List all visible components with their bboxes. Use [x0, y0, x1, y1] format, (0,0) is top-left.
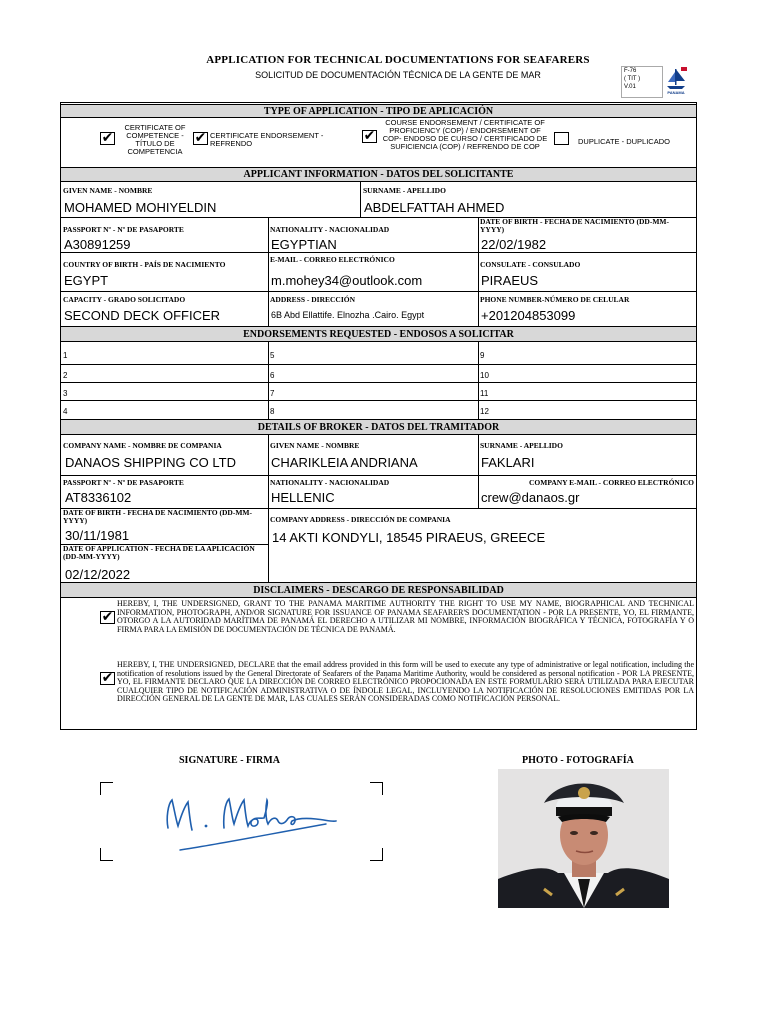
address-value[interactable]: 6B Abd Ellattife. Elnozha .Cairo. Egypt [271, 310, 425, 320]
disclaimers-heading: DISCLAIMERS - DESCARGO DE RESPONSABILIDAD [61, 582, 696, 598]
form-code-line: ( TIT ) [624, 76, 641, 82]
disclaimer-1-checkbox[interactable]: ✔ [101, 609, 114, 625]
passport-label: PASSPORT Nº - Nº DE PASAPORTE [63, 225, 184, 234]
passport-value[interactable]: A30891259 [64, 237, 131, 252]
form-code [621, 66, 663, 98]
endorsement-number: 6 [270, 371, 275, 380]
broker-passport-value[interactable]: AT8336102 [65, 490, 132, 505]
application-date-label: DATE OF APPLICATION - FECHA DE LA APLICACIÓN (DD-MM-YYYY) [63, 544, 255, 561]
broker-address-label: COMPANY ADDRESS - DIRECCIÓN DE COMPANIA [270, 515, 451, 524]
endorsement-number: 2 [63, 371, 68, 380]
applicant-heading: APPLICANT INFORMATION - DATOS DEL SOLICITANTE [61, 167, 696, 182]
endorsement-number: 4 [63, 407, 68, 416]
applicant-photo [498, 769, 669, 908]
endorsement-number: 3 [63, 389, 68, 398]
form-code-line: F-76 [624, 68, 637, 74]
email-value[interactable]: m.mohey34@outlook.com [271, 273, 423, 288]
disclaimer-1-text: HEREBY, I, THE UNDERSIGNED, GRANT TO THE PANAMA MARITIME AUTHORITY THE RIGHT TO USE MY NAME, BIOGRAPHICAL AND TECHNICAL INFORMATION, PHOTOGRAPH, AND/OR SIGNATURE FOR ISSUANCE OF PANAMA SEAFARER'S DOCUMENTATION - POR LA PRESENTE, YO, EL FIRMANTE, OTORGO A LA AUTORIDAD MARÍTIMA DE PANAMÁ EL DERECHO A UTILIZAR MI NOMBRE, INFORMACIÓN BIOGRÁFICA Y TÉCNICA, FOTOGRAFÍA Y O FIRMA PARA LA EMISIÓN DE DOCUMENTACIÓN DE TÉCNICA DE PANAMÁ. [117, 599, 694, 634]
broker-dob-value[interactable]: 30/11/1981 [65, 528, 130, 543]
endorsement-number: 1 [63, 351, 68, 360]
broker-surname-label: SURNAME - APELLIDO [480, 441, 563, 450]
broker-dob-label: DATE OF BIRTH - FECHA DE NACIMIENTO (DD-MM-YYYY) [63, 508, 252, 525]
surname-value[interactable]: ABDELFATTAH AHMED [364, 200, 505, 215]
competence-label: CERTIFICATE OF COMPETENCE - TÍTULO DE COMPETENCIA [124, 123, 186, 156]
email-label: E-MAIL - CORREO ELECTRÓNICO [270, 255, 395, 264]
logo-text: PANAMA [667, 90, 685, 95]
broker-email-value[interactable]: crew@danaos.gr [481, 490, 580, 505]
signature-heading: SIGNATURE - FIRMA [179, 755, 280, 766]
capacity-value[interactable]: SECOND DECK OFFICER [64, 308, 221, 323]
disclaimer-2-checkbox[interactable]: ✔ [101, 670, 114, 686]
broker-surname-value[interactable]: FAKLARI [481, 455, 535, 470]
given-name-value[interactable]: MOHAMED MOHIYELDIN [64, 200, 217, 215]
disclaimer-2-text: HEREBY, I, THE UNDERSIGNED, DECLARE that the email address provided in this form will be used to execute any type of administrative or legal notification, including the notification of resolutions issued by the General Directorate of Seafarers of the Panama Maritime Authority, would be considered as personal notification - POR LA PRESENTE, YO, EL FIRMANTE DECLARO QUE LA DIRECCIÓN DE CORREO ELECTRÓNICO PROPOCIONADA EN ESTE FORMULARIO SERÁ UTILIZADA PARA EJECUTAR CUALQUIER TIPO DE NOTIFICACIÓN ADMINISTRATIVA O DE ÍNDOLE LEGAL, INCLUYENDO LA NOTIFICACIÓN DE RESOLUCIONES EMITIDAS POR LA DIRECCIÓN GENERAL DE LA GENTE DE MAR, LAS CUALES SERÁN CONSIDERADAS COMO NOTIFICACIÓN PERSONAL. [117, 660, 694, 704]
photo-heading: PHOTO - FOTOGRAFÍA [522, 755, 634, 766]
dob-label: DATE OF BIRTH - FECHA DE NACIMIENTO (DD-MM-YYYY) [480, 217, 669, 234]
endorsement-number: 8 [270, 407, 275, 416]
given-name-label: GIVEN NAME - NOMBRE [63, 186, 153, 195]
consulate-label: CONSULATE - CONSULADO [480, 260, 581, 269]
nationality-label: NATIONALITY - NACIONALIDAD [270, 225, 390, 234]
application-date-value[interactable]: 02/12/2022 [65, 567, 131, 582]
cop-label: COURSE ENDORSEMENT / CERTIFICATE OF PROFICIENCY (COP) / ENDORSEMENT OF COP- ENDOSO DE CURSO / CERTIFICADO DE SUFICIENCIA (COP) / REFRENDO DE COP [382, 118, 548, 151]
nationality-value[interactable]: EGYPTIAN [271, 237, 337, 252]
endorsement-number: 5 [270, 351, 275, 360]
broker-nationality-label: NATIONALITY - NACIONALIDAD [270, 478, 390, 487]
phone-label: PHONE NUMBER-NÚMERO DE CELULAR [480, 295, 630, 304]
broker-heading: DETAILS OF BROKER - DATOS DEL TRAMITADOR [61, 419, 696, 435]
broker-given-name-label: GIVEN NAME - NOMBRE [270, 441, 360, 450]
capacity-label: CAPACITY - GRADO SOLICITADO [63, 295, 186, 304]
broker-nationality-value[interactable]: HELLENIC [271, 490, 335, 505]
country-value[interactable]: EGYPT [64, 273, 109, 288]
broker-company-label: COMPANY NAME - NOMBRE DE COMPANIA [63, 441, 222, 450]
endorsement-number: 10 [480, 371, 489, 380]
country-label: COUNTRY OF BIRTH - PAÍS DE NACIMIENTO [63, 260, 226, 269]
panama-maritime-logo-icon [663, 66, 689, 96]
endorsement-number: 7 [270, 389, 275, 398]
competence-checkbox[interactable]: ✔ [101, 130, 114, 146]
duplicate-label: DUPLICATE - DUPLICADO [578, 137, 670, 146]
form-code-line: V.01 [624, 84, 636, 90]
endorsement-number: 9 [480, 351, 485, 360]
phone-value[interactable]: +201204853099 [481, 308, 576, 323]
consulate-value[interactable]: PIRAEUS [481, 273, 539, 288]
broker-email-label: COMPANY E-MAIL - CORREO ELECTRÓNICO [528, 478, 694, 487]
broker-address-value[interactable]: 14 AKTI KONDYLI, 18545 PIRAEUS, GREECE [272, 530, 546, 545]
form-title: APPLICATION FOR TECHNICAL DOCUMENTATIONS FOR SEAFARERS [206, 54, 590, 66]
form-frame [60, 102, 697, 730]
address-label: ADDRESS - DIRECCIÓN [270, 295, 356, 304]
form-subtitle: SOLICITUD DE DOCUMENTACIÓN TÉCNICA DE LA GENTE DE MAR [255, 70, 541, 80]
broker-passport-label: PASSPORT Nº - Nº DE PASAPORTE [63, 478, 184, 487]
broker-given-name-value[interactable]: CHARIKLEIA ANDRIANA [271, 455, 418, 470]
endorsement-checkbox[interactable]: ✔ [194, 130, 207, 146]
endorsement-number: 12 [480, 407, 489, 416]
endorsements-heading: ENDORSEMENTS REQUESTED - ENDOSOS A SOLICITAR [61, 326, 696, 342]
endorsement-label: CERTIFICATE ENDORSEMENT - REFRENDO [210, 131, 324, 148]
duplicate-checkbox[interactable] [554, 132, 569, 145]
signature-image [150, 788, 350, 858]
dob-value[interactable]: 22/02/1982 [481, 237, 547, 252]
endorsement-number: 11 [480, 389, 489, 398]
broker-company-value[interactable]: DANAOS SHIPPING CO LTD [65, 455, 236, 470]
surname-label: SURNAME - APELLIDO [363, 186, 446, 195]
type-of-application-heading: TYPE OF APPLICATION - TIPO DE APLICACIÓN [61, 104, 696, 118]
cop-checkbox[interactable]: ✔ [363, 128, 376, 144]
